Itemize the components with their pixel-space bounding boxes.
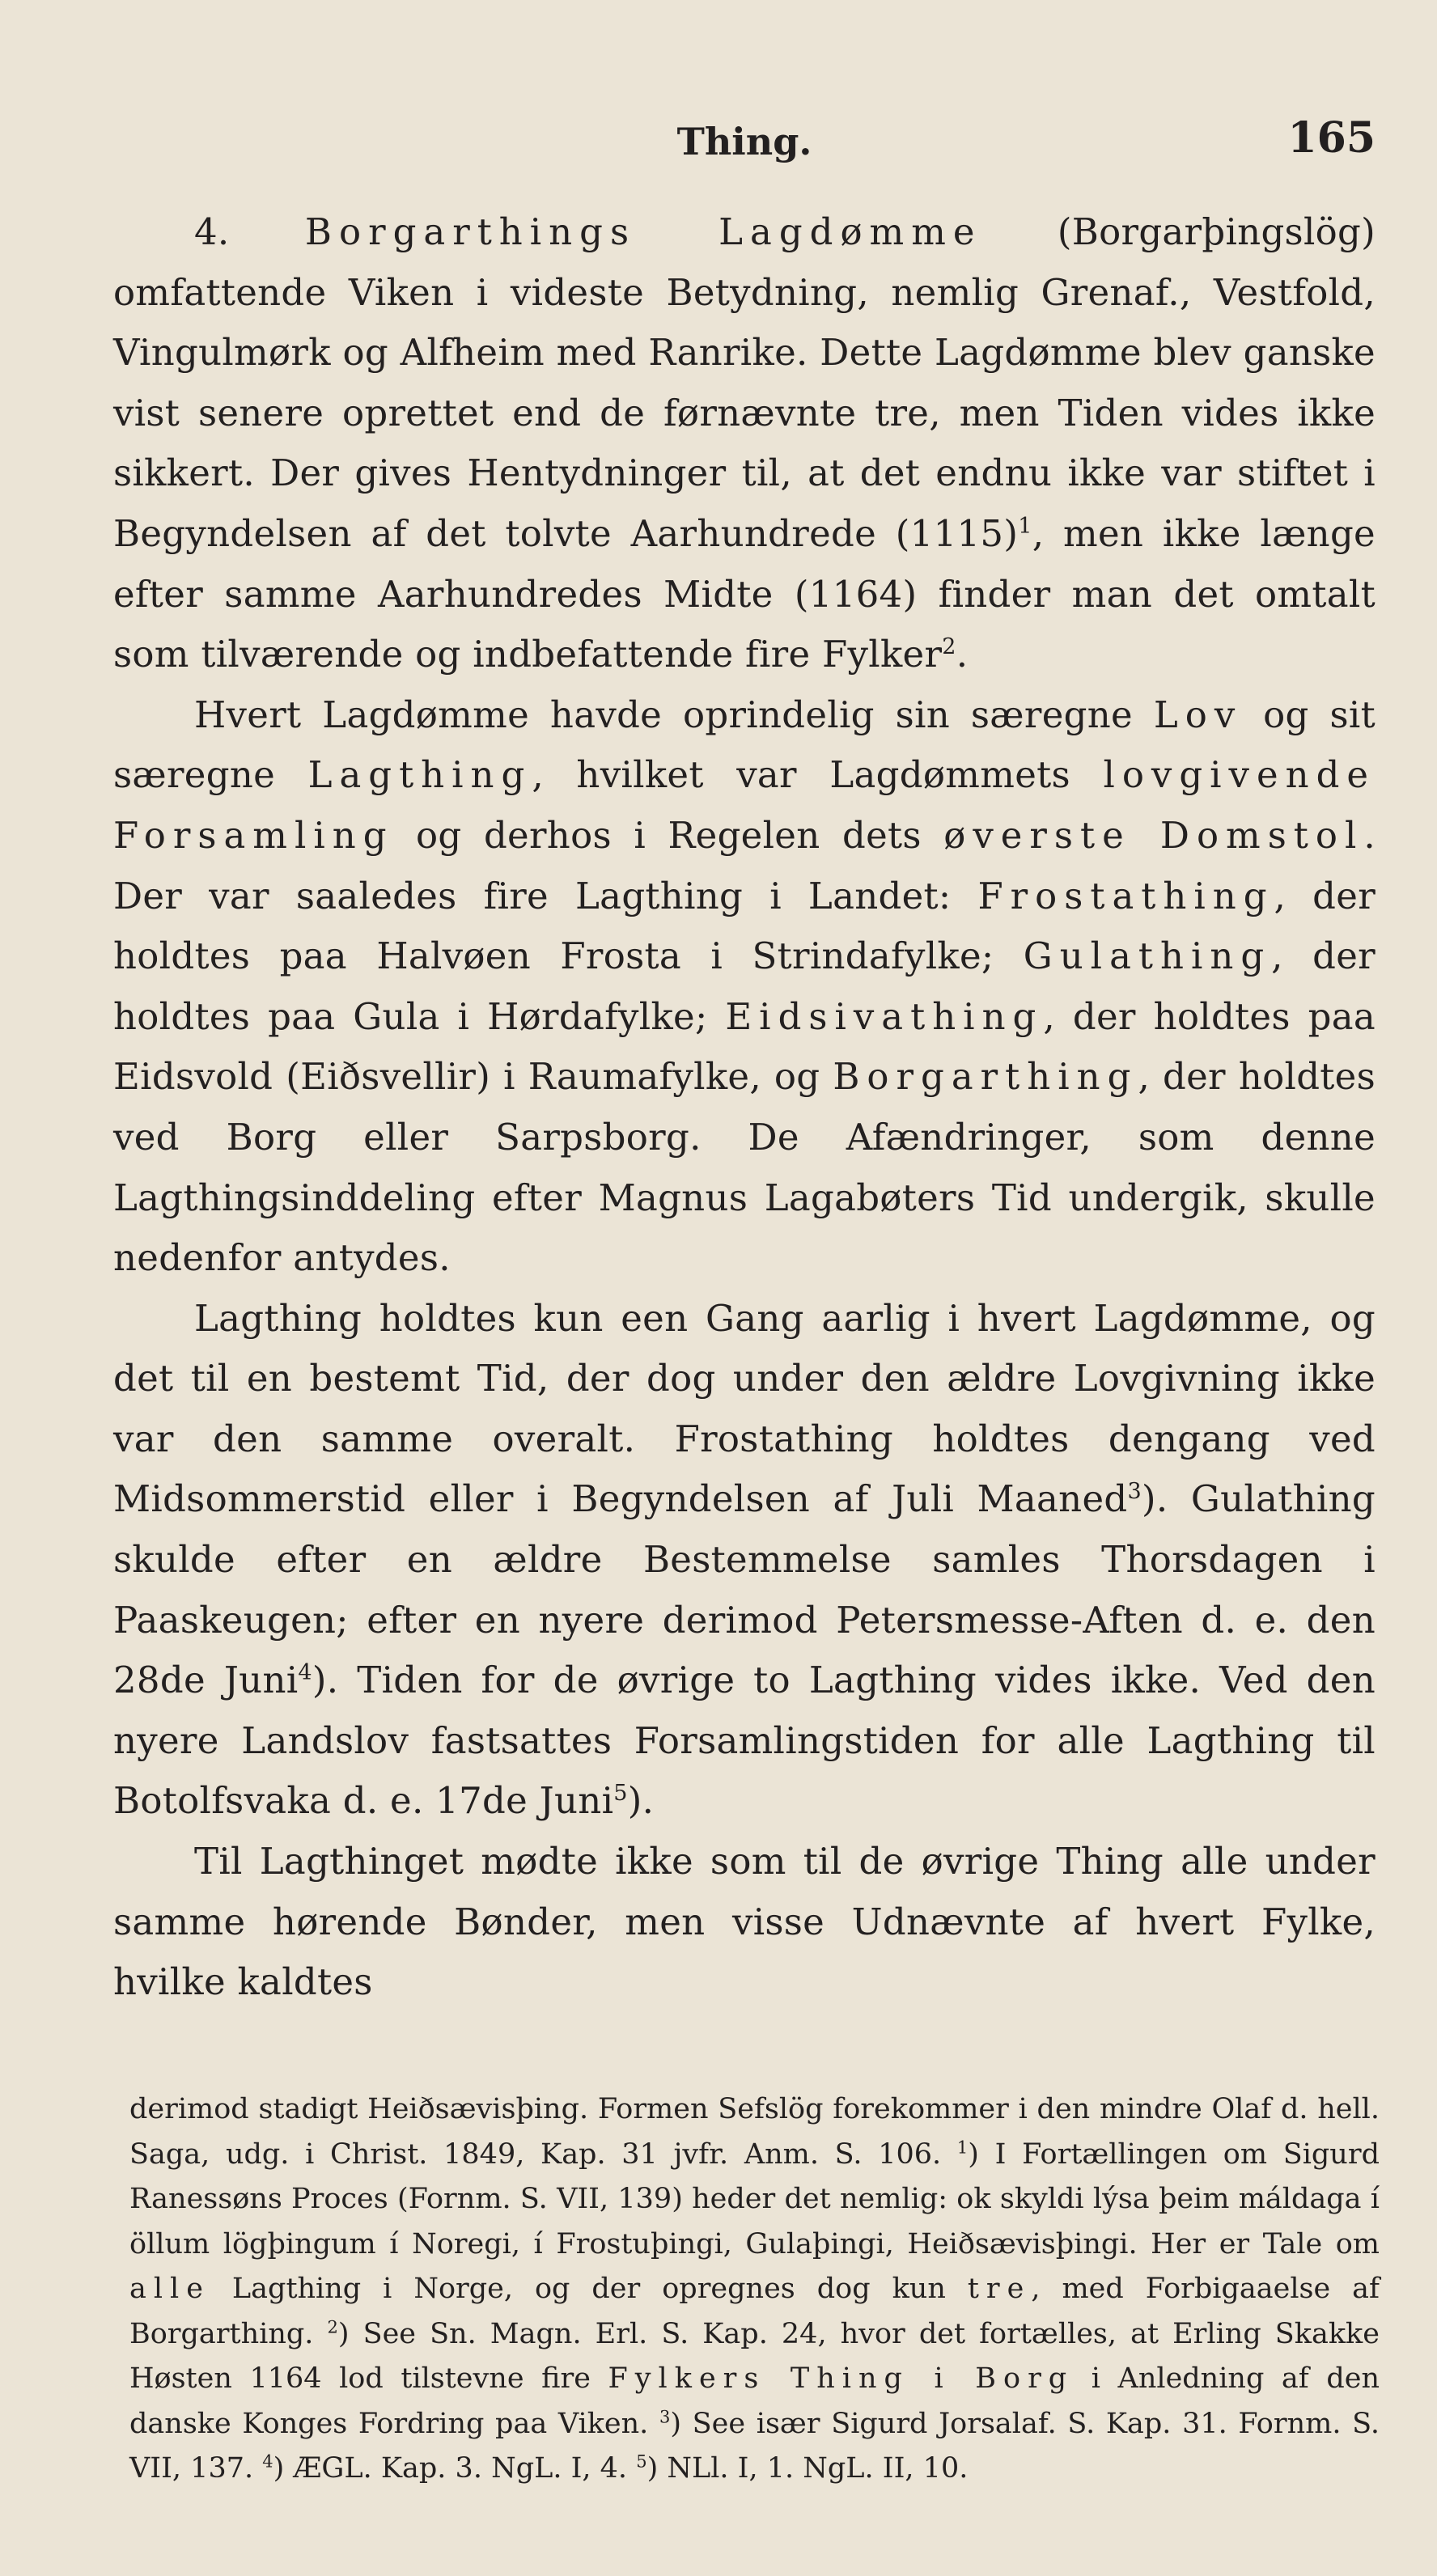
text-run: og derhos i Regelen dets	[393, 813, 944, 857]
text-run: , med Forbigaaelse af Borgarthing.	[129, 2273, 1380, 2350]
paragraph-borgarthing	[113, 202, 1376, 685]
footnote-ref: 4	[298, 1660, 312, 1686]
footnote-marker: 4	[262, 2451, 273, 2472]
emphasized-term: øverste Domstol	[943, 813, 1364, 857]
footnote-ref: 3	[1127, 1479, 1142, 1505]
footnote-block	[129, 2087, 1380, 2492]
text-run: , der holdtes paa Eidsvold (Eiðsvellir) i Raumafylke, og	[113, 994, 1376, 1099]
text-run: ) See især Sigurd Jorsalaf. S. Kap. 31. Fornm. S. VII, 137.	[129, 2407, 1380, 2485]
text-run: .	[956, 633, 969, 676]
emphasized-term: Frostathing	[977, 874, 1274, 917]
paragraph-lagthing-times	[113, 1289, 1376, 1832]
text-run: ) See Sn. Magn. Erl. S. Kap. 24, hvor det fortælles, at Erling Skakke Høsten 1164 lod tilstevne fire	[129, 2317, 1380, 2395]
footnote-ref: 2	[942, 634, 956, 660]
emphasized-term: tre	[967, 2273, 1032, 2305]
emphasized-term: Lagthing	[307, 753, 532, 797]
text-run: , der holdtes ved Borg eller Sarpsborg. De Afændringer, som denne Lagthingsinddeling efter Magnus Lagabøters Tid undergik, skulle nedenfor antydes.	[113, 1055, 1376, 1280]
text-run: , der holdtes paa Halvøen Frosta i Strindafylke;	[113, 874, 1376, 978]
text-run: , men ikke længe efter samme Aarhundredes Midte (1164) finder man det omtalt som tilværende og indbefattende fire Fylker	[113, 511, 1376, 676]
text-run: , hvilket var Lagdømmets	[532, 753, 1104, 797]
footnote-marker: 2	[327, 2316, 338, 2337]
emphasized-term: Borgarthing	[833, 1055, 1138, 1099]
footnotes	[129, 2087, 1380, 2492]
text-run: derimod stadigt Heiðsævisþing. Formen Sefslög forekommer i den mindre Olaf d. hell. Saga, udg. i Christ. 1849, Kap. 31 jvfr. Anm. S. 106.	[129, 2093, 1380, 2171]
page-number: 165	[1287, 113, 1376, 163]
paragraph-lagdomme	[113, 685, 1376, 1289]
text-run: i Anledning af den danske Konges Fordring paa Viken.	[129, 2362, 1380, 2440]
page-header	[113, 113, 1376, 170]
text-run: ) I Fortællingen om Sigurd Ranessøns Proces (Fornm. S. VII, 139) heder det nemlig: ok skyldi lýsa þeim máldaga í öllum lögþingum í Noregi, í Frostuþingi, Gulaþingi, Heiðsævisþingi. Her er Tale om	[129, 2137, 1380, 2260]
text-run: (Borgarþingslög) omfattende Viken i videste Betydning, nemlig Grenaf., Vestfold, Vingulmørk og Alfheim med Ranrike. Dette Lagdømme blev ganske vist senere oprettet end de førnævnte tre, men Tiden vides ikke sikkert. Der gives Hentydninger til, at det endnu ikke var stiftet i Begyndelsen af det tolvte Aarhundrede (1115)	[113, 210, 1376, 555]
text-run: , der holdtes paa Gula i Hørdafylke;	[113, 934, 1376, 1038]
text-run: Lagthing holdtes kun een Gang aarlig i hvert Lagdømme, og det til en bestemt Tid, der dog under den ældre Lovgivning ikke var den samme overalt. Frostathing holdtes dengang ved Midsommerstid eller i Begyndelsen af Juli Maaned	[113, 1296, 1376, 1521]
footnote-ref: 5	[613, 1781, 628, 1807]
text-run: Til Lagthinget mødte ikke som til de øvrige Thing alle under samme hørende Bønder, men visse Udnævnte af hvert Fylke, hvilke kaldtes	[113, 1840, 1376, 2004]
footnote-marker: 5	[636, 2451, 647, 2472]
footnote-ref: 1	[1018, 513, 1032, 539]
text-run: ). Gulathing skulde efter en ældre Bestemmelse samles Thorsdagen i Paaskeugen; efter en nyere derimod Petersmesse-Aften d. e. den 28de Juni	[113, 1477, 1376, 1702]
footnote-marker: 1	[956, 2137, 969, 2157]
emphasized-term: lovgivende Forsamling	[113, 753, 1376, 857]
text-run: . Der var saaledes fire Lagthing i Landet:	[113, 813, 1376, 917]
text-run: og sit særegne	[113, 693, 1376, 797]
text-run: ) NLl. I, 1. NgL. II, 10.	[646, 2452, 969, 2485]
emphasized-term: Gulathing	[1023, 934, 1272, 978]
paragraph-attendees	[113, 1832, 1376, 2013]
text-run: ).	[627, 1779, 655, 1823]
running-head: Thing.	[676, 120, 812, 163]
text-run: Hvert Lagdømme havde oprindelig sin særegne	[194, 693, 1154, 736]
text-run: ). Tiden for de øvrige to Lagthing vides ikke. Ved den nyere Landslov fastsattes Forsamlingstiden for alle Lagthing til Botolfsvaka d. e. 17de Juni	[113, 1659, 1376, 1823]
emphasized-term: Borgarthings Lagdømme	[304, 210, 982, 253]
footnote-marker: 3	[659, 2406, 671, 2426]
emphasized-term: Lov	[1153, 693, 1243, 736]
text-run: 4.	[194, 210, 305, 253]
text-run: ) ÆGL. Kap. 3. NgL. I, 4.	[273, 2452, 637, 2485]
main-text	[113, 202, 1376, 2013]
emphasized-term: Fylkers Thing i Borg	[608, 2362, 1075, 2395]
text-run: Lagthing i Norge, og der opregnes dog kun	[210, 2273, 968, 2305]
emphasized-term: alle	[129, 2273, 210, 2305]
emphasized-term: Eidsivathing	[725, 994, 1044, 1038]
